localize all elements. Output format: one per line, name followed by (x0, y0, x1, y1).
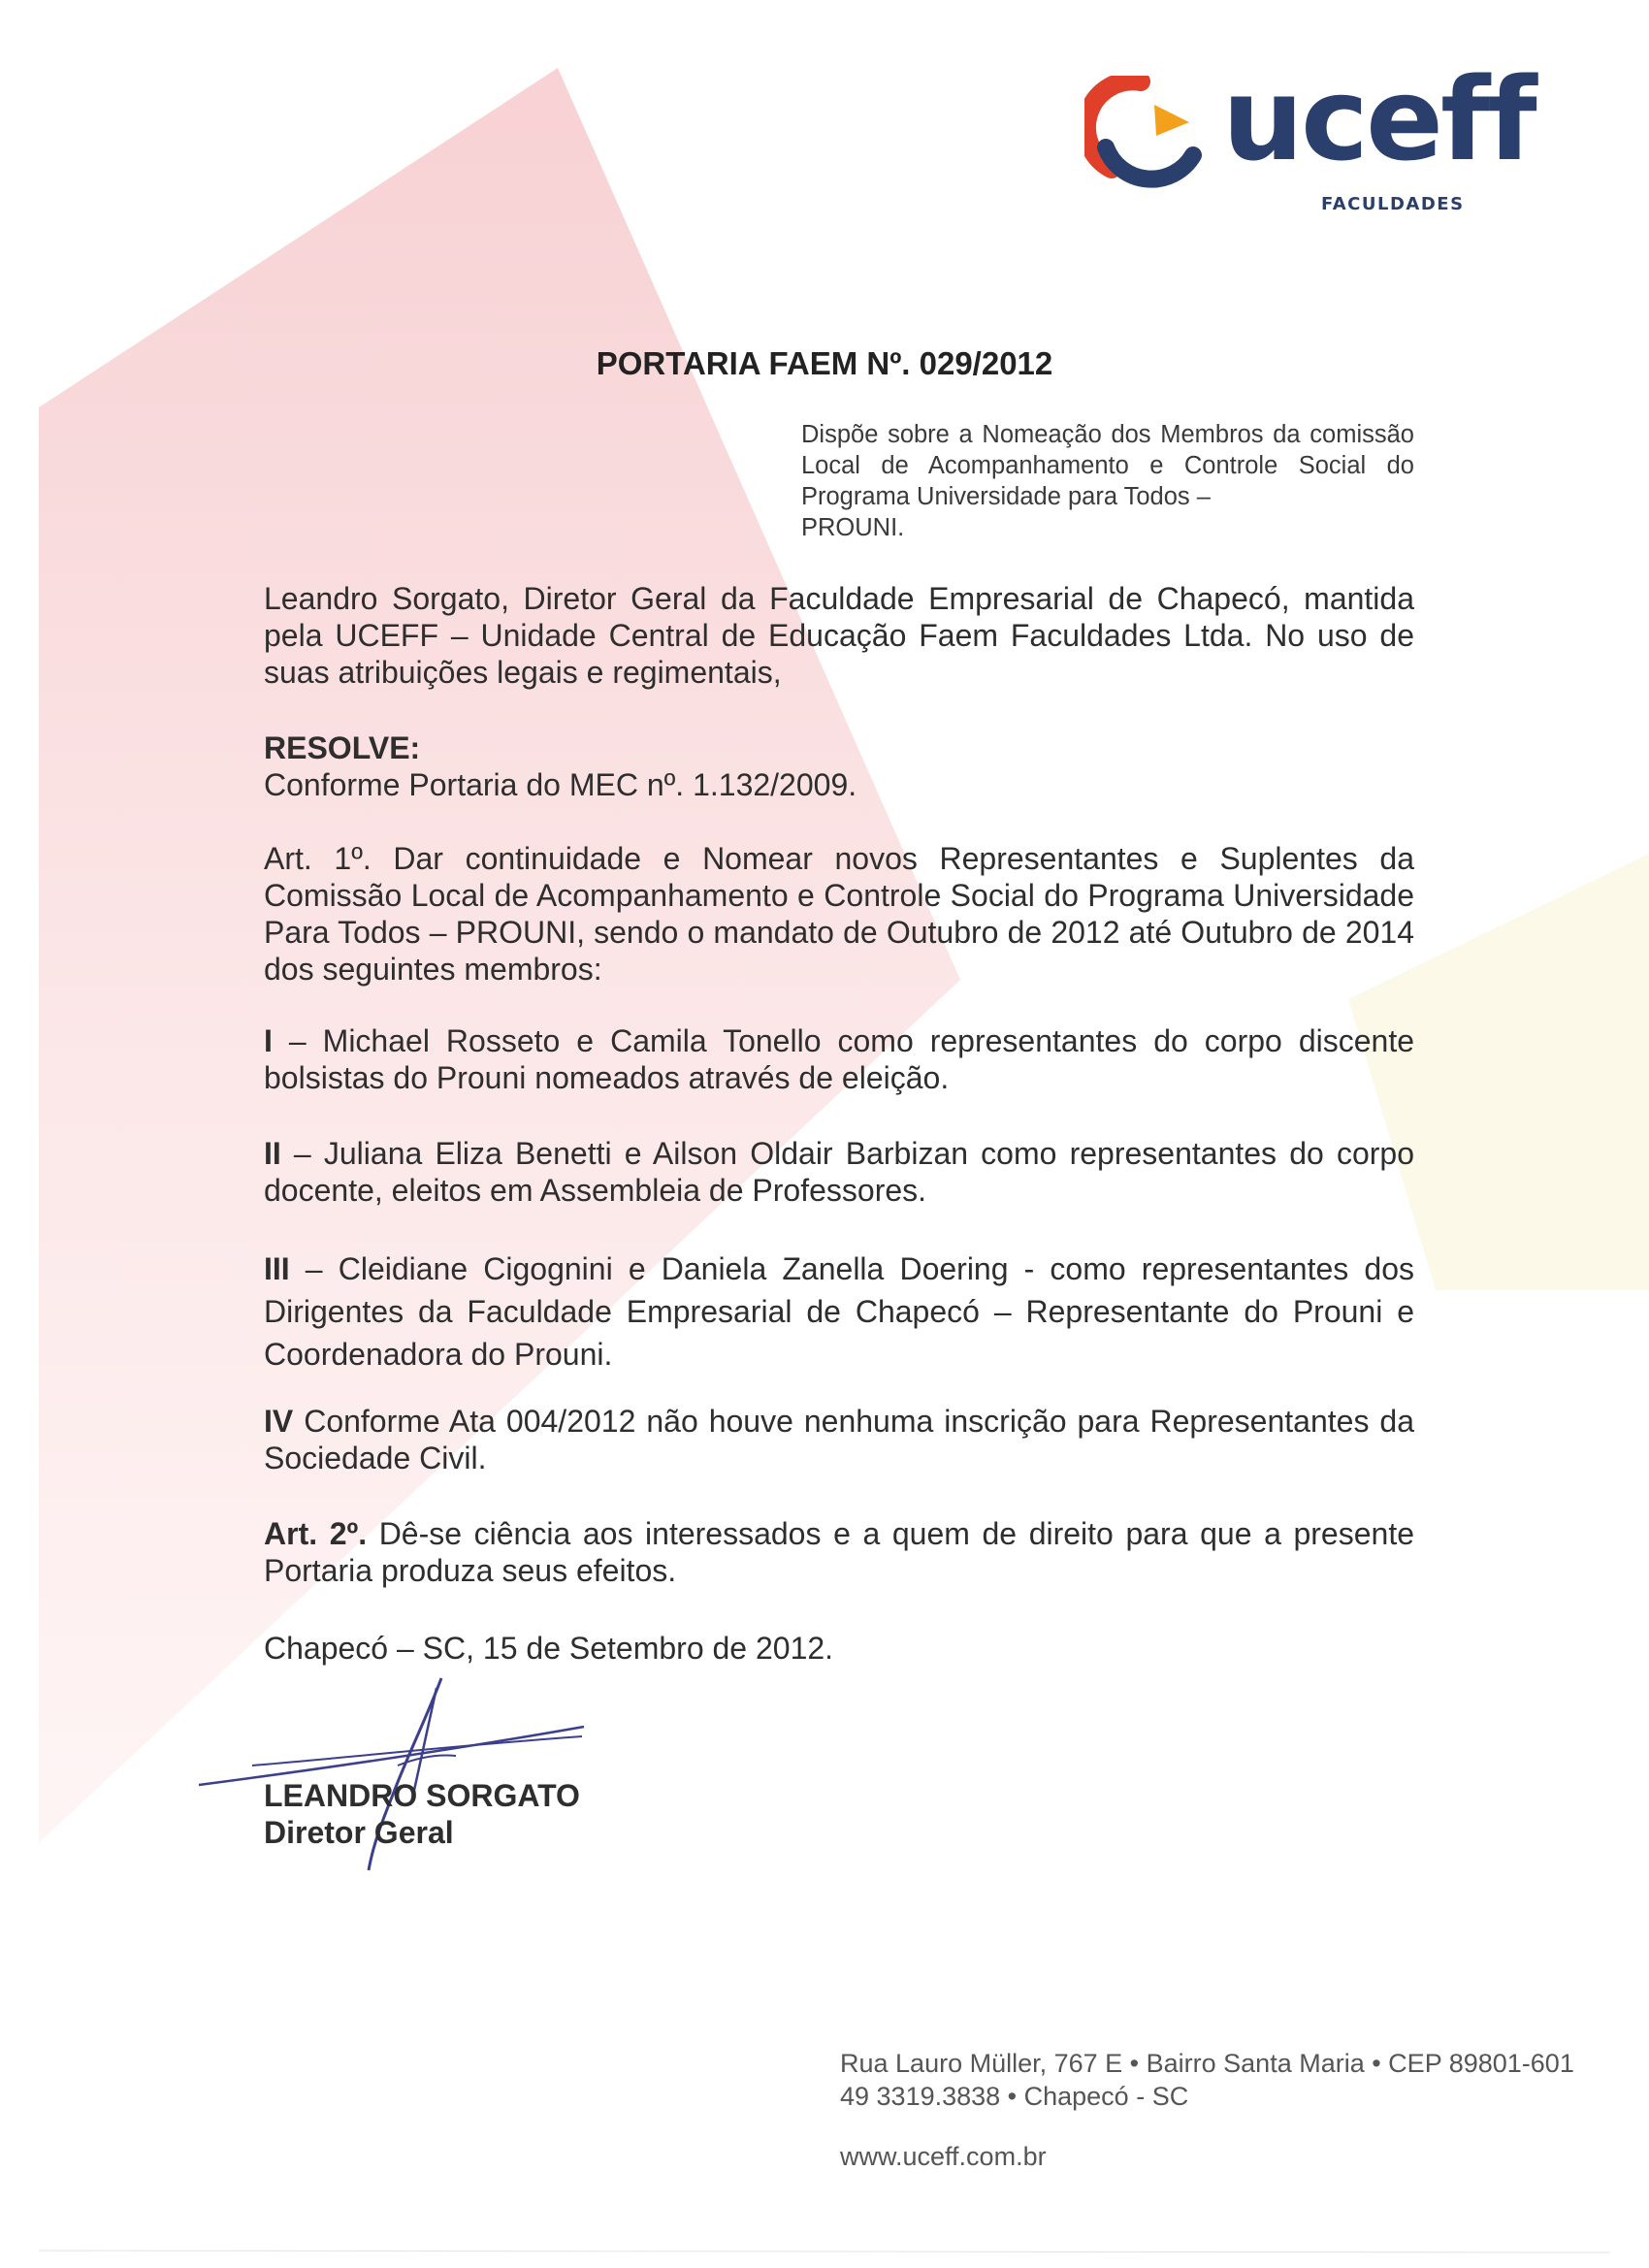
item-ii (264, 1135, 1414, 1209)
footer-website: www.uceff.com.br (840, 2142, 1047, 2171)
item-text: – Juliana Eliza Benetti e Ailson Oldair Barbizan como representantes do corpo docente, eleitos em Assembleia de Professores. (264, 1136, 1414, 1208)
intro-text: Leandro Sorgato, Diretor Geral da Faculdade Empresarial de Chapecó, mantida pela UCEFF – Unidade Central de Educação Faem Faculdades Ltda. No uso de suas atribuições legais e regimentais, (264, 581, 1414, 690)
resolve-section (264, 729, 1414, 803)
footer (840, 2047, 1574, 2173)
item-iv (264, 1403, 1414, 1476)
uceff-logo (1084, 52, 1535, 221)
item-text: Conforme Ata 004/2012 não houve nenhuma inscrição para Representantes da Sociedade Civil. (264, 1404, 1414, 1475)
signatory-name: LEANDRO SORGATO (264, 1778, 580, 1813)
article-2-label: Art. 2º. (264, 1516, 368, 1551)
logo-wordmark: uceff (1222, 52, 1535, 186)
item-number: III (264, 1251, 290, 1286)
signatory-block (264, 1777, 580, 1851)
intro-paragraph (264, 580, 1414, 691)
footer-address: Rua Lauro Müller, 767 E • Bairro Santa Maria • CEP 89801-601 (840, 2049, 1574, 2078)
date-text: Chapecó – SC, 15 de Setembro de 2012. (264, 1631, 834, 1666)
article-1-text: Art. 1º. Dar continuidade e Nomear novos Representantes e Suplentes da Comissão Local de Acompanhamento e Controle Social do Programa Universidade Para Todos – PROUNI, sendo o mandato de Outubro de 2012 até Outubro de 2014 dos seguintes membros: (264, 841, 1414, 987)
item-number: I (264, 1023, 273, 1058)
item-number: II (264, 1136, 281, 1171)
resolve-heading: RESOLVE: (264, 730, 421, 765)
summary-last-line: PROUNI. (801, 514, 905, 541)
item-iii (264, 1247, 1414, 1376)
article-2-text: Dê-se ciência aos interessados e a quem de direito para que a presente Portaria produza seus efeitos. (264, 1516, 1415, 1588)
article-1 (264, 840, 1414, 988)
signatory-role: Diretor Geral (264, 1815, 454, 1850)
item-text: – Michael Rosseto e Camila Tonello como representantes do corpo discente bolsistas do Prouni nomeados através de eleição. (264, 1023, 1414, 1095)
item-number: IV (264, 1404, 294, 1439)
document-title: PORTARIA FAEM Nº. 029/2012 (596, 345, 1053, 381)
item-text: – Cleidiane Cigognini e Daniela Zanella Doering - como representantes dos Dirigentes da Faculdade Empresarial de Chapecó – Representante do Prouni e Coordenadora do Prouni. (264, 1251, 1414, 1372)
item-i (264, 1022, 1414, 1096)
logo-subtitle: FACULDADES (1321, 194, 1465, 214)
summary-body: Dispõe sobre a Nomeação dos Membros da comissão Local de Acompanhamento e Controle Social do Programa Universidade para Todos – (801, 421, 1414, 510)
summary-text (801, 419, 1414, 543)
article-2 (264, 1515, 1414, 1589)
footer-phone: 49 3319.3838 • Chapecó - SC (840, 2082, 1189, 2111)
resolve-text: Conforme Portaria do MEC nº. 1.132/2009. (264, 767, 857, 802)
logo-mark-icon (1084, 76, 1220, 192)
